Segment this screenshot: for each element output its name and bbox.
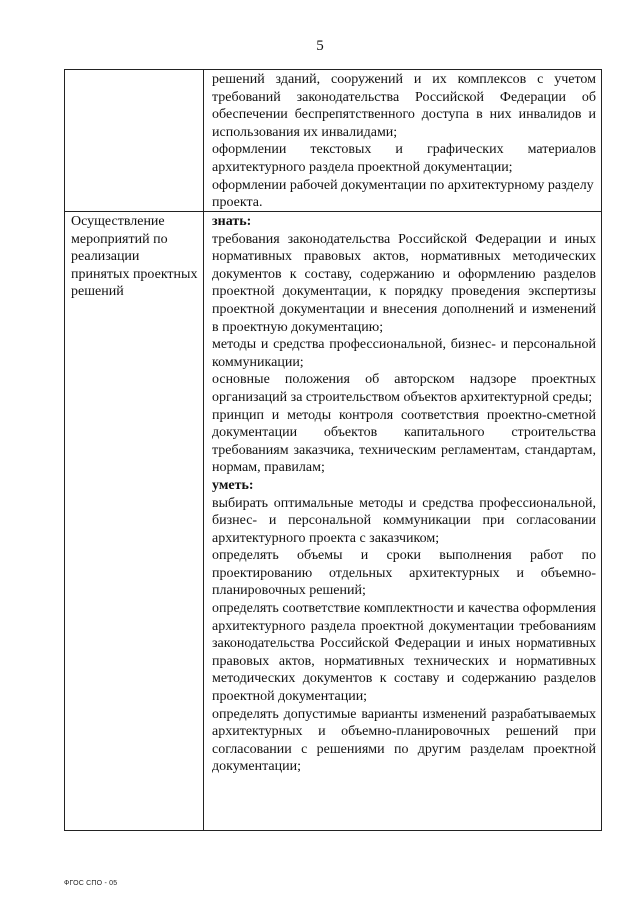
list-item: решений зданий, сооружений и их комплексов с учетом требований законодательства Российской Федерации об обеспечении беспрепятственного доступа в них инвалидов и использования их инвалидами; <box>212 72 596 140</box>
table-cell-left <box>65 70 204 211</box>
activity-title: Осуществление мероприятий по реализации принятых проектных решений <box>71 214 198 300</box>
table-cell-left <box>65 212 204 830</box>
table-cell-right <box>204 212 601 830</box>
table-cell-right <box>204 70 601 211</box>
list-item: определять соответствие комплектности и качества оформления архитектурного раздела проектной документации требованиям законодательства Российской Федерации и иных нормативных правовых актов, нормативных технических и нормативных методических документов к составу и содержанию разделов проектной документации; <box>212 601 596 705</box>
list-item: оформлении текстовых и графических материалов архитектурного раздела проектной документации; <box>212 142 596 175</box>
list-item: определять допустимые варианты изменений разрабатываемых архитектурных и объемно-планировочных решений при согласовании с решениями по другим разделам проектной документации; <box>212 706 596 775</box>
page-number: 5 <box>316 38 324 54</box>
competency-table <box>64 69 602 831</box>
list-item: выбирать оптимальные методы и средства профессиональной, бизнес- и персональной коммуникации при согласовании архитектурного проекта с заказчиком; <box>212 495 596 546</box>
list-item: принцип и методы контроля соответствия проектно-сметной документации объектов капитального строительства требованиям заказчика, техническим регламентам, стандартам, нормам, правилам; <box>212 407 596 476</box>
table-row <box>65 212 601 830</box>
footer-code: ФГОС СПО - 05 <box>64 880 118 887</box>
list-item: основные положения об авторском надзоре проектных организаций за строительством объектов архитектурной среды; <box>212 372 596 405</box>
list-item: оформлении рабочей документации по архитектурному разделу проекта. <box>212 177 594 211</box>
list-item: требования законодательства Российской Федерации и иных нормативных правовых актов, нормативных методических документов к составу, содержанию и оформлению разделов проектной документации, к порядку проведения экспертизы проектной документации и внесения дополнений и изменений в проектную документацию; <box>212 231 596 335</box>
list-item: методы и средства профессиональной, бизнес- и персональной коммуникации; <box>212 337 596 370</box>
skills-heading: уметь: <box>212 477 254 493</box>
list-item: определять объемы и сроки выполнения работ по проектированию отдельных архитектурных и объемно-планировочных решений; <box>212 548 596 599</box>
table-row <box>65 70 601 212</box>
know-heading: знать: <box>212 214 252 229</box>
